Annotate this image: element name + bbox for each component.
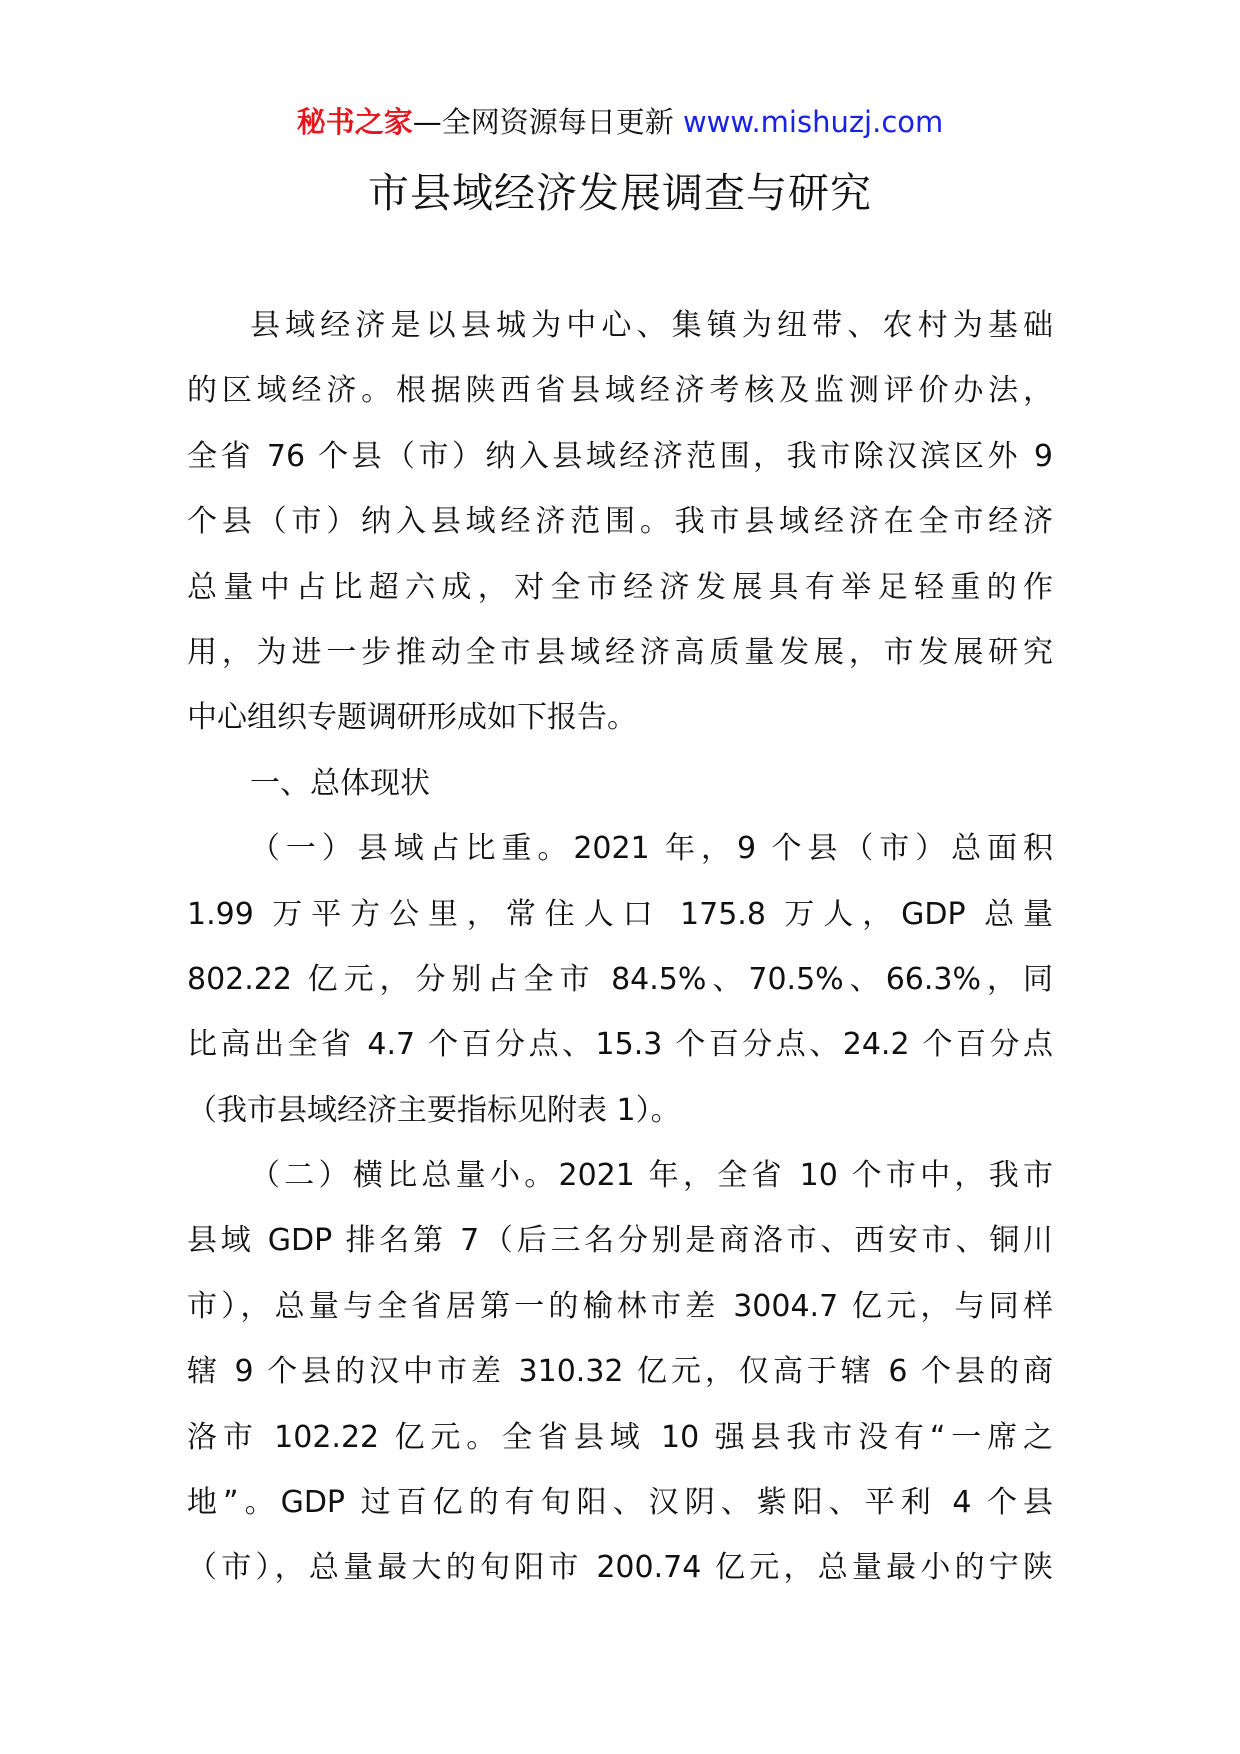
paragraph-line: 洛市 102.22 亿元。全省县域 10 强县我市没有“一席之 (187, 1419, 1053, 1455)
section-heading: 一、总体现状 (250, 765, 430, 801)
header-tagline: —全网资源每日更新 (412, 105, 674, 139)
paragraph-line: 总量中占比超六成，对全市经济发展具有举足轻重的作 (187, 569, 1053, 605)
paragraph-line: 个县（市）纳入县域经济范围。我市县域经济在全市经济 (187, 504, 1053, 540)
document-title: 市县域经济发展调查与研究 (368, 169, 872, 217)
paragraph-line: （我市县域经济主要指标见附表 1）。 (187, 1092, 681, 1128)
paragraph-line: 县域 GDP 排名第 7（后三名分别是商洛市、西安市、铜川 (187, 1223, 1053, 1259)
paragraph-line: 中心组织专题调研形成如下报告。 (187, 700, 637, 736)
paragraph-line: （市），总量最大的旬阳市 200.74 亿元，总量最小的宁陕 (187, 1550, 1053, 1586)
paragraph-line: 802.22 亿元，分别占全市 84.5%、70.5%、66.3%，同 (187, 961, 1053, 997)
paragraph-line: 用，为进一步推动全市县域经济高质量发展，市发展研究 (187, 634, 1053, 670)
paragraph-line: （二）横比总量小。2021 年，全省 10 个市中，我市 (250, 1158, 1053, 1194)
brand-name: 秘书之家 (296, 105, 413, 139)
paragraph-line: 全省 76 个县（市）纳入县域经济范围，我市除汉滨区外 9 (187, 438, 1053, 474)
paragraph-line: 的区域经济。根据陕西省县域经济考核及监测评价办法， (187, 373, 1053, 409)
document-body (187, 293, 1053, 1601)
paragraph-line: （一）县域占比重。2021 年，9 个县（市）总面积 (250, 831, 1053, 867)
paragraph-line: 地”。GDP 过百亿的有旬阳、汉阴、紫阳、平利 4 个县 (187, 1485, 1053, 1521)
paragraph-line: 1.99 万平方公里，常住人口 175.8 万人，GDP 总量 (187, 896, 1053, 932)
site-url-link[interactable]: www.mishuzj.com (682, 105, 944, 139)
paragraph-line: 比高出全省 4.7 个百分点、15.3 个百分点、24.2 个百分点 (187, 1027, 1053, 1063)
site-header (0, 102, 1240, 142)
paragraph-line: 市），总量与全省居第一的榆林市差 3004.7 亿元，与同样 (187, 1288, 1053, 1324)
paragraph-line: 辖 9 个县的汉中市差 310.32 亿元，仅高于辖 6 个县的商 (187, 1354, 1053, 1390)
paragraph-line: 县域经济是以县城为中心、集镇为纽带、农村为基础 (250, 308, 1053, 343)
